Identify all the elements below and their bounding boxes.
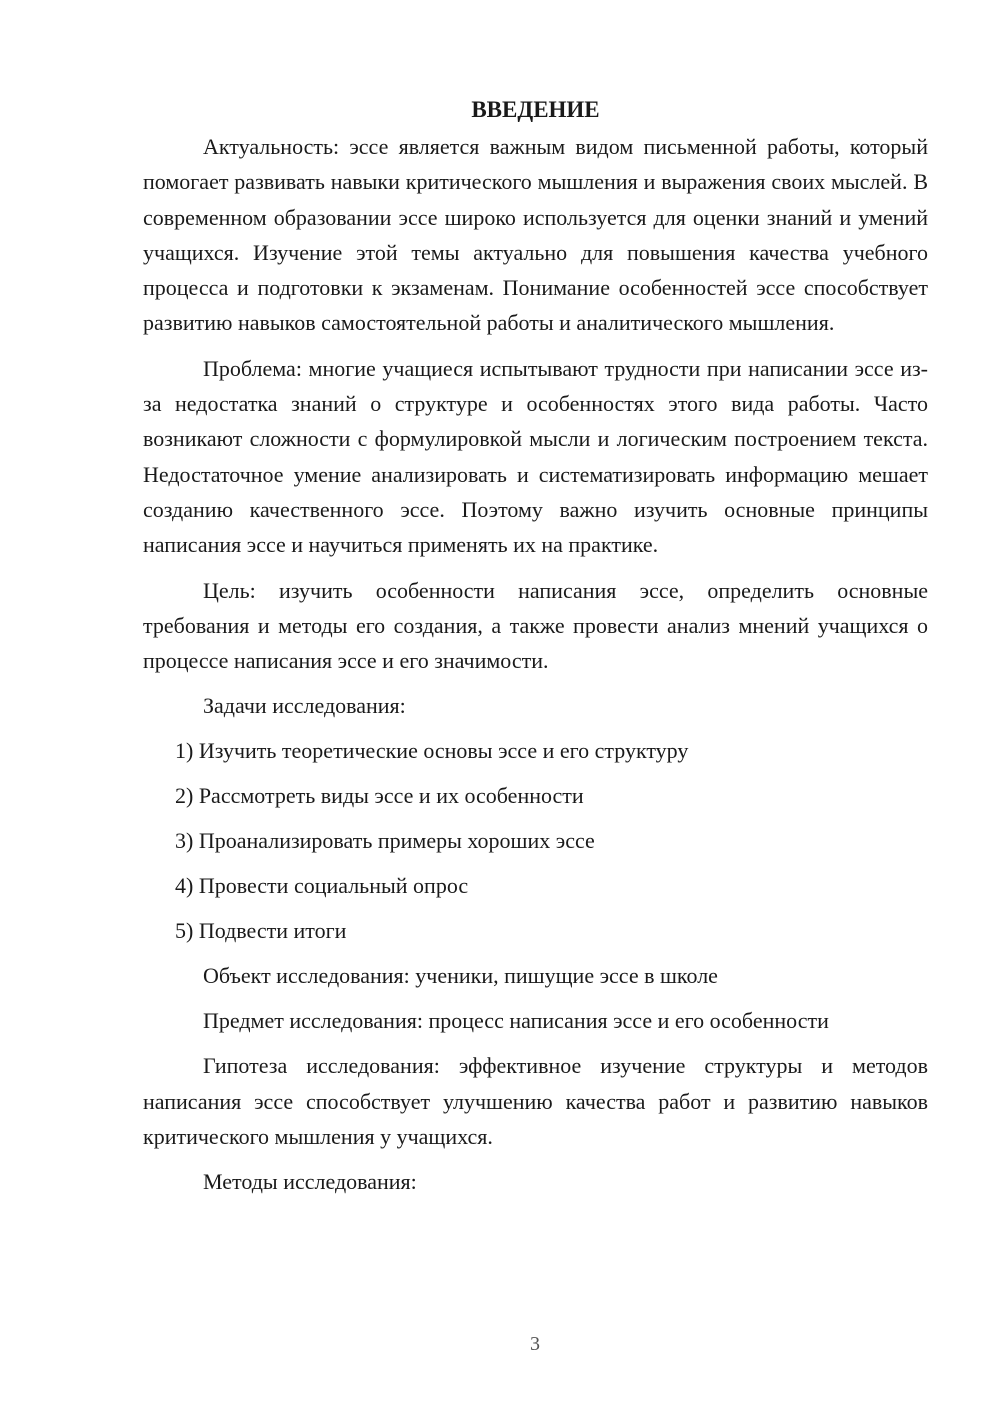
goal-paragraph: Цель: изучить особенности написания эссе, определить основные требования и методы его создания, а также провести анализ мнений учащихся о процессе написания эссе и его значимости. bbox=[143, 577, 928, 674]
relevance-paragraph: Актуальность: эссе является важным видом письменной работы, который помогает развивать навыки критического мышления и выражения своих мыслей. В современном образовании эссе широко используется для оценки знаний и умений учащихся. Изучение этой темы актуально для повышения качества учебного процесса и подготовки к экзаменам. Понимание особенностей эссе способствует развитию навыков самостоятельной работы и аналитического мышления. bbox=[143, 134, 928, 336]
document-page bbox=[143, 95, 928, 1209]
object-paragraph: Объект исследования: ученики, пишущие эссе в школе bbox=[203, 963, 718, 989]
tasks-list bbox=[143, 733, 928, 948]
list-item: 1) Изучить теоретические основы эссе и его структуру bbox=[175, 738, 689, 764]
list-item: 2) Рассмотреть виды эссе и их особенности bbox=[175, 783, 584, 809]
problem-paragraph: Проблема: многие учащиеся испытывают трудности при написании эссе из-за недостатка знаний о структуре и особенностях этого вида работы. Часто возникают сложности с формулировкой мысли и логическим построением текста. Недостаточное умение анализировать и систематизировать информацию мешает созданию качественного эссе. Поэтому важно изучить основные принципы написания эссе и научиться применять их на практике. bbox=[143, 355, 928, 558]
tasks-heading: Задачи исследования: bbox=[203, 693, 406, 719]
list-item: 3) Проанализировать примеры хороших эссе bbox=[175, 828, 595, 854]
list-item: 4) Провести социальный опрос bbox=[175, 873, 469, 899]
section-title: ВВЕДЕНИЕ bbox=[471, 97, 600, 122]
hypothesis-paragraph: Гипотеза исследования: эффективное изучение структуры и методов написания эссе способствует улучшению качества работ и развитию навыков критического мышления у учащихся. bbox=[143, 1053, 928, 1150]
methods-heading: Методы исследования: bbox=[203, 1169, 417, 1195]
page-number: 3 bbox=[530, 1333, 540, 1355]
list-item: 5) Подвести итоги bbox=[175, 918, 347, 944]
subject-paragraph: Предмет исследования: процесс написания эссе и его особенности bbox=[203, 1008, 829, 1034]
